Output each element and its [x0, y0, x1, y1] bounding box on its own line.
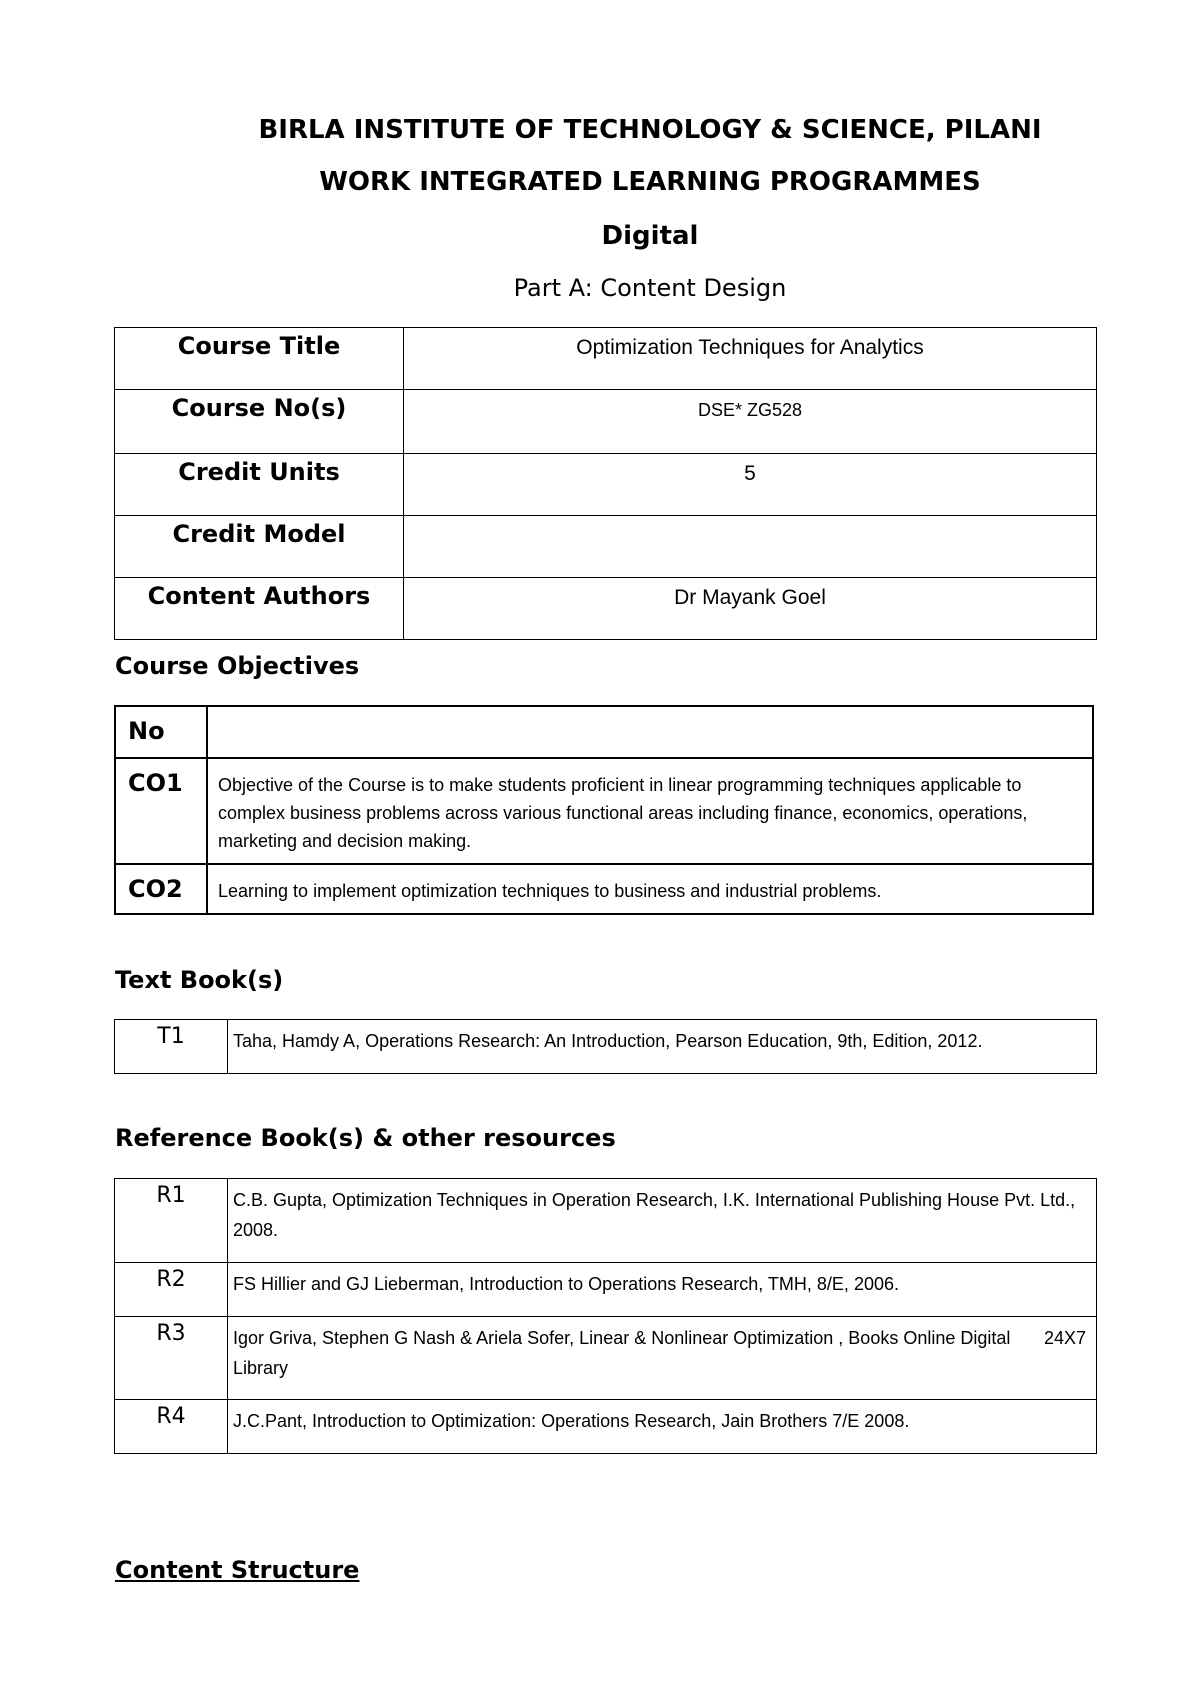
credit-model-value [404, 516, 1097, 578]
book-id: R1 [115, 1179, 228, 1263]
book-id: R3 [115, 1317, 228, 1400]
institute-title: BIRLA INSTITUTE OF TECHNOLOGY & SCIENCE, PILANI [258, 115, 1042, 145]
book-id: R4 [115, 1400, 228, 1454]
course-info-table [114, 327, 1097, 640]
content-authors-label: Content Authors [115, 578, 404, 640]
table-row [115, 758, 1093, 864]
programme-title: WORK INTEGRATED LEARNING PROGRAMMES [319, 167, 981, 197]
content-authors-value: Dr Mayank Goel [404, 578, 1097, 640]
table-row [115, 1317, 1097, 1400]
credit-units-value: 5 [404, 454, 1097, 516]
content-structure-heading: Content Structure [115, 1556, 360, 1584]
book-text-with-extra [228, 1317, 1097, 1400]
table-row [115, 516, 1097, 578]
objectives-blank-header [207, 706, 1093, 758]
table-row [115, 578, 1097, 640]
table-row [115, 390, 1097, 454]
objective-text: Learning to implement optimization techniques to business and industrial problems. [207, 864, 1093, 914]
book-id: T1 [115, 1020, 228, 1074]
objective-id: CO1 [115, 758, 207, 864]
credit-model-label: Credit Model [115, 516, 404, 578]
course-no-label: Course No(s) [115, 390, 404, 454]
text-books-heading: Text Book(s) [115, 966, 284, 994]
course-title-label: Course Title [115, 328, 404, 390]
table-row [115, 1179, 1097, 1263]
book-text: FS Hillier and GJ Lieberman, Introduction to Operations Research, TMH, 8/E, 2006. [228, 1263, 1097, 1317]
course-objectives-table [114, 705, 1094, 915]
reference-books-table [114, 1178, 1097, 1454]
credit-units-label: Credit Units [115, 454, 404, 516]
book-text: J.C.Pant, Introduction to Optimization: Operations Research, Jain Brothers 7/E 2008. [228, 1400, 1097, 1454]
book-text: Taha, Hamdy A, Operations Research: An Introduction, Pearson Education, 9th, Edition, 2012. [228, 1020, 1097, 1074]
objective-text: Objective of the Course is to make students proficient in linear programming techniques applicable to complex business problems across various functional areas including finance, economics, operations, marketing and decision making. [207, 758, 1093, 864]
table-row [115, 864, 1093, 914]
text-books-table [114, 1019, 1097, 1074]
mode-title: Digital [601, 221, 699, 251]
book-text: C.B. Gupta, Optimization Techniques in Operation Research, I.K. International Publishing House Pvt. Ltd., 2008. [228, 1179, 1097, 1263]
table-row [115, 328, 1097, 390]
objective-id: CO2 [115, 864, 207, 914]
course-no-value: DSE* ZG528 [404, 390, 1097, 454]
course-objectives-heading: Course Objectives [115, 652, 360, 680]
book-id: R2 [115, 1263, 228, 1317]
table-row [115, 1400, 1097, 1454]
book-text: Igor Griva, Stephen G Nash & Ariela Sofer, Linear & Nonlinear Optimization , Books Online Digital Library [233, 1328, 1011, 1378]
table-row [115, 1263, 1097, 1317]
course-title-value: Optimization Techniques for Analytics [404, 328, 1097, 390]
book-extra-note: 24X7 [1043, 1328, 1086, 1348]
table-row [115, 454, 1097, 516]
objectives-no-header: No [115, 706, 207, 758]
reference-books-heading: Reference Book(s) & other resources [115, 1124, 616, 1152]
part-title: Part A: Content Design [513, 274, 787, 302]
table-row [115, 706, 1093, 758]
table-row [115, 1020, 1097, 1074]
